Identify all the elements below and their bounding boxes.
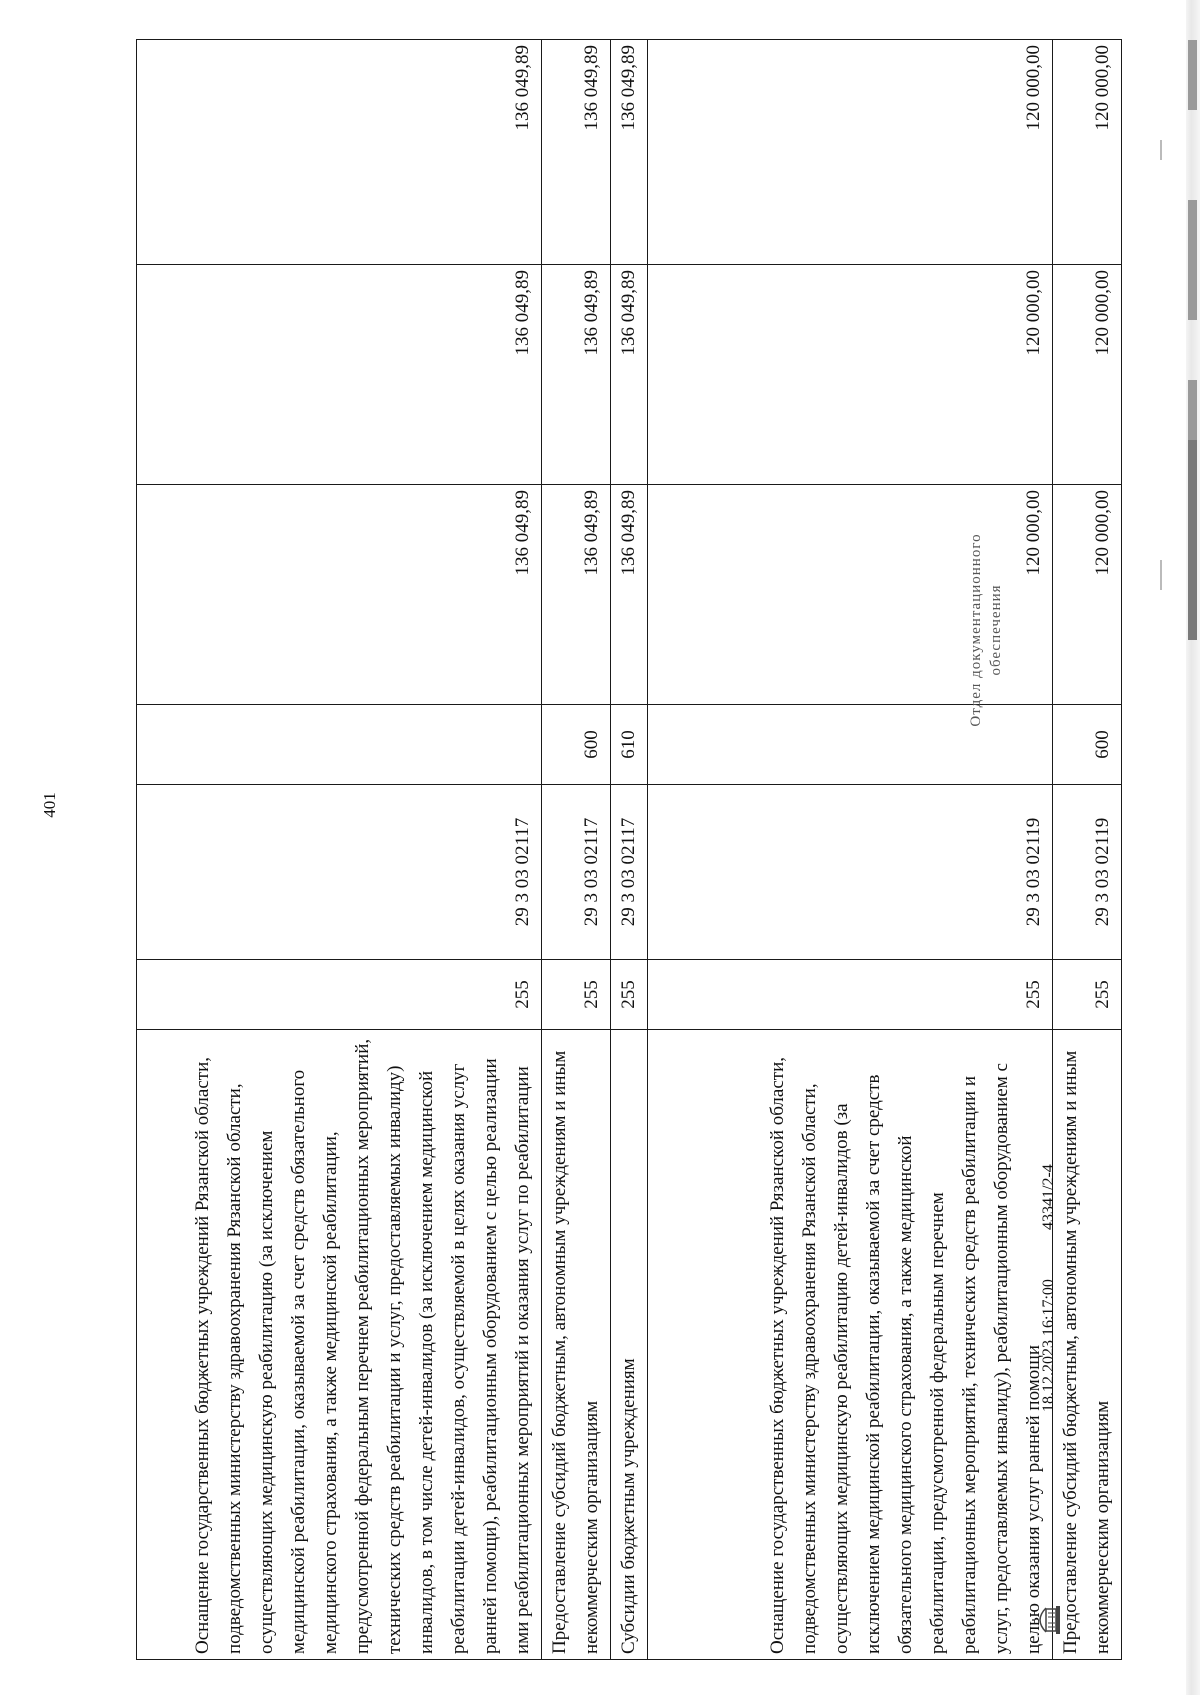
row-code: 255: [611, 960, 648, 1030]
table-row: [542, 40, 611, 1660]
scan-artifact: [1188, 200, 1197, 320]
row-sum1: 120 000,00: [1053, 485, 1122, 705]
row-code: 255: [137, 960, 542, 1030]
row-sum1: 120 000,00: [648, 485, 1053, 705]
page-number: 401: [40, 792, 59, 818]
row-sum2: 136 049,89: [542, 265, 611, 485]
row-sum3: 120 000,00: [1053, 40, 1122, 265]
row-sum1: 136 049,89: [611, 485, 648, 705]
row-type: 610: [611, 705, 648, 785]
rotated-page: [30, 40, 1113, 1660]
row-name: Предоставление субсидий бюджетным, автономным учреждениям и иным некоммерческим организациям: [1053, 1030, 1122, 1660]
row-sum3: 136 049,89: [137, 40, 542, 265]
row-name: Предоставление субсидий бюджетным, автономным учреждениям и иным некоммерческим организациям: [542, 1030, 611, 1660]
row-type: 600: [1053, 705, 1122, 785]
budget-table: [136, 39, 1122, 1660]
scan-artifact: [1160, 560, 1162, 590]
stamp-line2: обеспечения: [988, 584, 1004, 676]
row-sum2: 136 049,89: [137, 265, 542, 485]
row-code: 255: [648, 960, 1053, 1030]
row-sum3: 136 049,89: [542, 40, 611, 265]
scan-artifact: [1160, 140, 1162, 160]
row-name: Субсидии бюджетным учреждениям: [611, 1030, 648, 1660]
row-sum3: 120 000,00: [648, 40, 1053, 265]
row-code: 255: [1053, 960, 1122, 1030]
row-name: Оснащение государственных бюджетных учреждений Рязанской области, подведомственных министерству здравоохранения Рязанской области, осуществляющих медицинскую реабилитацию детей-инвалидов (за исключением медицинской реабилитации, оказываемой за счет средств обязательного медицинского страхования, а также медицинской реабилитации, предусмотренной федеральным перечнем реабилитационных мероприятий, технических средств реабилитации и услуг, предоставляемых инвалиду), реабилитационным оборудованием с целью оказания услуг ранней помощи: [648, 1030, 1053, 1660]
row-sum3: 136 049,89: [611, 40, 648, 265]
duma-emblem-icon: [1032, 1600, 1064, 1640]
row-target: 29 3 03 02119: [648, 785, 1053, 960]
table-row: [137, 40, 542, 1660]
scan-artifact: [1188, 40, 1197, 110]
office-stamp: [966, 520, 1006, 740]
row-sum2: 120 000,00: [648, 265, 1053, 485]
footer-date: 18.12.2023 16:17:00: [1040, 1279, 1057, 1412]
scan-artifact: [1188, 440, 1197, 640]
row-sum2: 120 000,00: [1053, 265, 1122, 485]
footer-doc-number: 43341/2-4: [1040, 1164, 1057, 1230]
table-row: [648, 40, 1053, 1660]
row-type: [137, 705, 542, 785]
page-footer: [1030, 40, 1070, 1660]
row-sum2: 136 049,89: [611, 265, 648, 485]
stamp-line1: Отдел документационного: [968, 533, 984, 727]
row-name: Оснащение государственных бюджетных учреждений Рязанской области, подведомственных министерству здравоохранения Рязанской области, осуществляющих медицинскую реабилитацию (за исключением медицинской реабилитации, оказываемой за счет средств обязательного медицинского страхования, а также медицинской реабилитации, предусмотренной федеральным перечнем реабилитационных мероприятий, технических средств реабилитации и услуг, предоставляемых инвалиду) инвалидов, в том числе детей-инвалидов (за исключением медицинской реабилитации детей-инвалидов, осуществляемой в целях оказания услуг ранней помощи), реабилитационным оборудованием с целью реализации ими реабилитационных мероприятий и оказания услуг по реабилитации: [137, 1030, 542, 1660]
row-target: 29 3 03 02117: [542, 785, 611, 960]
row-type: 600: [542, 705, 611, 785]
row-code: 255: [542, 960, 611, 1030]
row-sum1: 136 049,89: [542, 485, 611, 705]
row-target: 29 3 03 02117: [137, 785, 542, 960]
row-target: 29 3 03 02119: [1053, 785, 1122, 960]
table-row: [611, 40, 648, 1660]
row-sum1: 136 049,89: [137, 485, 542, 705]
scan-artifact: [1188, 380, 1197, 440]
row-target: 29 3 03 02117: [611, 785, 648, 960]
